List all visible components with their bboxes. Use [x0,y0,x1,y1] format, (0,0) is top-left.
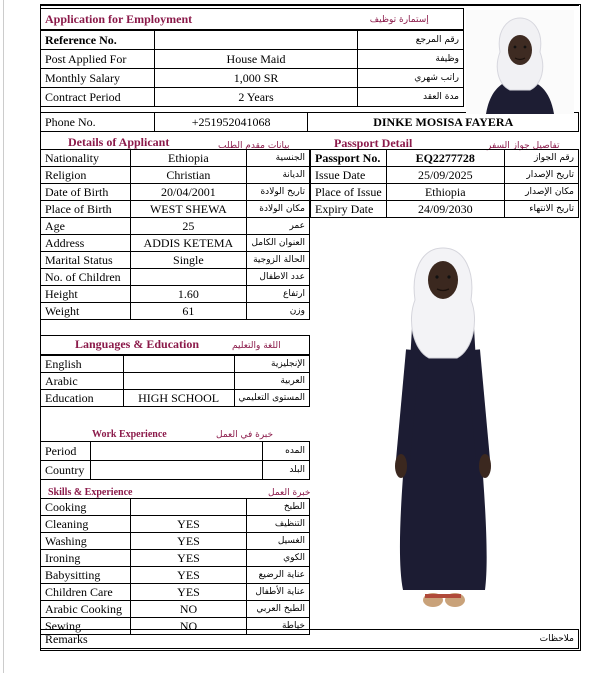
language-row-label-ar: الإنجليزية [234,356,309,373]
languages-heading-ar: اللغة والتعليم [232,341,281,351]
title-table [40,8,464,30]
language-row-label: English [41,356,124,373]
skills-heading-ar-text: خبرة العمل [268,488,311,498]
top-info-value: 2 Years [154,88,357,107]
passport-table [310,149,579,218]
work-heading-text: Work Experience [92,429,167,440]
applicant-row [41,167,310,184]
form-title: Application for Employment [45,12,193,26]
skill-row-value: YES [130,584,246,601]
top-info-row [41,31,464,50]
passport-row [311,184,579,201]
top-info-label: Post Applied For [41,50,155,69]
skill-row-label: Ironing [41,550,131,567]
form-title-ar: إستمارة توظيف [369,15,429,25]
top-info-table [40,30,464,107]
passport-row-value: EQ2277728 [386,150,504,167]
skill-row [41,567,310,584]
applicant-row [41,269,310,286]
work-row-label: Period [41,442,91,461]
applicant-row [41,150,310,167]
top-info-value [154,31,357,50]
work-heading-ar [216,424,273,442]
work-heading-ar-text: خبرة في العمل [216,430,274,440]
skill-row-label-ar: عناية الأطفال [247,584,310,601]
applicant-row [41,218,310,235]
applicant-table [40,149,310,320]
applicant-row-value: 1.60 [130,286,246,303]
work-row-label-ar: المده [263,442,310,461]
phone-label: Phone No. [41,113,155,132]
top-info-value: House Maid [154,50,357,69]
applicant-row-value: ADDIS KETEMA [130,235,246,252]
applicant-row-label: Height [41,286,131,303]
passport-row-value: 25/09/2025 [386,167,504,184]
work-row [41,461,310,480]
applicant-row-label: No. of Children [41,269,131,286]
skill-row-label-ar: عناية الرضيع [247,567,310,584]
applicant-row-label-ar: ارتفاع [247,286,310,303]
passport-row-label-ar: رقم الجواز [504,150,578,167]
skills-table [40,498,310,635]
applicant-row-label-ar: وزن [247,303,310,320]
remarks-table [40,629,579,649]
applicant-row-value: 25 [130,218,246,235]
language-row-label-ar: العربية [234,373,309,390]
passport-row-label: Issue Date [311,167,387,184]
skill-row-label-ar: الكوي [247,550,310,567]
applicant-row-label: Age [41,218,131,235]
top-info-row [41,69,464,88]
top-info-row [41,88,464,107]
language-row-label-ar: المستوى التعليمي [234,390,309,407]
language-row [41,373,310,390]
skill-row-label: Washing [41,533,131,550]
skill-row-label-ar: الطبخ [247,499,310,516]
applicant-row-label: Date of Birth [41,184,131,201]
skill-row-value: NO [130,601,246,618]
applicant-row-label: Religion [41,167,131,184]
passport-row [311,150,579,167]
applicant-row-value: Christian [130,167,246,184]
applicant-row-value: WEST SHEWA [130,201,246,218]
applicant-row [41,252,310,269]
skill-row [41,516,310,533]
applicant-row [41,286,310,303]
applicant-name: DINKE MOSISA FAYERA [308,113,579,132]
applicant-row-label-ar: الديانة [247,167,310,184]
language-row [41,390,310,407]
applicant-row-label: Nationality [41,150,131,167]
remarks-label: Remarks [41,630,334,649]
work-table [40,441,310,480]
applicant-row-label-ar: عدد الاطفال [247,269,310,286]
skill-row-label: Babysitting [41,567,131,584]
applicant-row-label: Marital Status [41,252,131,269]
phone-value: +251952041068 [154,113,308,132]
top-info-label: Contract Period [41,88,155,107]
skill-row-value: YES [130,550,246,567]
top-info-label-ar: راتب شهري [358,69,464,88]
skills-heading-text: Skills & Experience [48,487,133,498]
languages-table [40,355,310,407]
applicant-row [41,184,310,201]
remarks-label-ar: ملاحظات [333,630,578,649]
passport-row-label-ar: تاريخ الانتهاء [504,201,578,218]
skill-row-label-ar: خياطة [247,618,310,635]
skill-row-label-ar: التنظيف [247,516,310,533]
applicant-row-value: 20/04/2001 [130,184,246,201]
applicant-row [41,235,310,252]
applicant-row-label: Address [41,235,131,252]
passport-row-label: Place of Issue [311,184,387,201]
portrait-photo [466,10,574,114]
applicant-row [41,201,310,218]
work-row-label-ar: البلد [263,461,310,480]
skill-row-label-ar: الطبخ العربي [247,601,310,618]
skill-row-value: YES [130,516,246,533]
work-heading [92,424,167,442]
language-row-value [123,356,234,373]
phone-table [40,112,579,132]
work-row-value [90,442,262,461]
applicant-heading-ar-text: بيانات مقدم الطلب [218,141,290,151]
language-row-value [123,373,234,390]
skill-row-label: Arabic Cooking [41,601,131,618]
applicant-heading-text: Details of Applicant [68,135,170,149]
applicant-row-value [130,269,246,286]
skill-row [41,499,310,516]
page-edge [3,0,4,673]
skill-row-value: YES [130,567,246,584]
skill-row [41,601,310,618]
skill-row-value [130,499,246,516]
passport-row [311,167,579,184]
skill-row [41,550,310,567]
applicant-row-value: 61 [130,303,246,320]
skill-row-label-ar: الغسيل [247,533,310,550]
applicant-row-label-ar: العنوان الكامل [247,235,310,252]
languages-heading: Languages & Education [75,337,200,351]
passport-row-value: 24/09/2030 [386,201,504,218]
passport-row [311,201,579,218]
top-info-label: Monthly Salary [41,69,155,88]
work-row-value [90,461,262,480]
passport-row-label-ar: تاريخ الإصدار [504,167,578,184]
skill-row-label: Children Care [41,584,131,601]
top-info-row [41,50,464,69]
skill-row [41,533,310,550]
work-row-label: Country [41,461,91,480]
passport-row-label-ar: مكان الإصدار [504,184,578,201]
language-row-value: HIGH SCHOOL [123,390,234,407]
applicant-row-label-ar: الجنسية [247,150,310,167]
top-info-label-ar: رقم المرجع [358,31,464,50]
applicant-row-label-ar: عمر [247,218,310,235]
language-row-label: Arabic [41,373,124,390]
skill-row [41,584,310,601]
top-info-label-ar: مدة العقد [358,88,464,107]
applicant-row-label: Weight [41,303,131,320]
passport-row-label: Expiry Date [311,201,387,218]
top-info-label: Reference No. [41,31,155,50]
applicant-row-value: Single [130,252,246,269]
applicant-row-label-ar: الحالة الزوجية [247,252,310,269]
skill-row-label: Sewing [41,618,131,635]
applicant-row-value: Ethiopia [130,150,246,167]
applicant-row-label: Place of Birth [41,201,131,218]
languages-heading-table [40,335,310,355]
language-row-label: Education [41,390,124,407]
skill-row-value: NO [130,618,246,635]
passport-row-label: Passport No. [311,150,387,167]
skill-row-label: Cleaning [41,516,131,533]
language-row [41,356,310,373]
applicant-row-label-ar: مكان الولادة [247,201,310,218]
work-row [41,442,310,461]
skill-row-label: Cooking [41,499,131,516]
top-info-label-ar: وظيفة [358,50,464,69]
passport-heading-text: Passport Detail [334,136,413,150]
applicant-row-label-ar: تاريخ الولادة [247,184,310,201]
skill-row-value: YES [130,533,246,550]
top-info-value: 1,000 SR [154,69,357,88]
full-body-photo [385,240,501,616]
applicant-row [41,303,310,320]
passport-heading-ar-text: تفاصيل جواز السفر [487,141,560,151]
passport-row-value: Ethiopia [386,184,504,201]
